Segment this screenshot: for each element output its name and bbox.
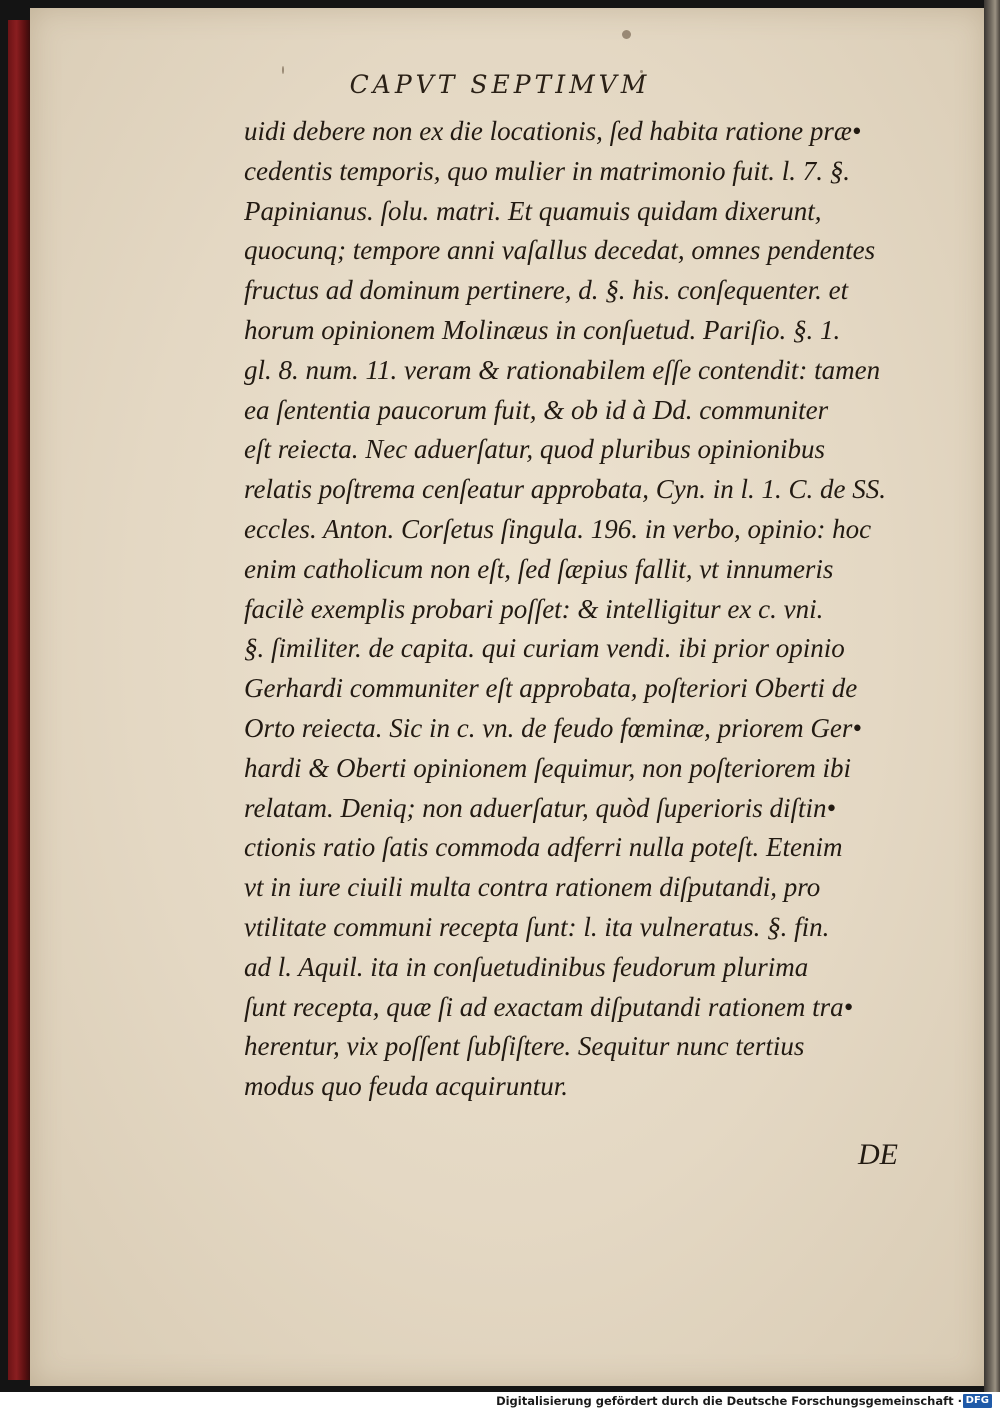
digitization-footer [0,1392,1000,1412]
text-line: hardi & Oberti opinionem ſequimur, non poſteriorem ibi [244,752,851,783]
book-binding-edge [8,20,32,1380]
text-line: vt in iure ciuili multa contra rationem diſputandi, pro [244,872,821,903]
text-line: ad l. Aquil. ita in conſuetudinibus feudorum plurima [244,951,809,982]
page-stack-edge [984,0,1000,1392]
text-line: vtilitate communi recepta ſunt: l. ita vulneratus. §. fin. [244,911,830,942]
text-line: eſt reiecta. Nec aduerſatur, quod pluribus opinionibus [244,434,825,465]
text-line: §. ſimiliter. de capita. qui curiam vendi. ibi prior opinio [244,633,845,664]
text-line: ea ſententia paucorum fuit, & ob id à Dd. communiter [244,394,829,425]
text-line: gl. 8. num. 11. veram & rationabilem eſſe contendit: tamen [244,354,881,385]
text-line: cedentis temporis, quo mulier in matrimonio fuit. l. 7. §. [244,155,850,186]
catchword: DE [858,1138,898,1171]
text-line: ſunt recepta, quæ ſi ad exactam diſputandi rationem tra• [244,991,854,1022]
body-text [244,112,924,1107]
text-line: facilè exemplis probari poſſet: & intelligitur ex c. vni. [244,593,824,624]
text-line: ctionis ratio ſatis commoda adferri nulla poteſt. Etenim [244,832,843,863]
text-line: enim catholicum non eſt, ſed ſæpius fallit, vt innumeris [244,553,834,584]
text-line: relatis poſtrema cenſeatur approbata, Cyn. in l. 1. C. de SS. [244,474,886,505]
paper-speck [622,30,631,39]
text-line: modus quo feuda acquiruntur. [244,1071,568,1102]
text-line: fructus ad dominum pertinere, d. §. his. conſequenter. et [244,275,849,306]
text-line: relatam. Deniq; non aduerſatur, quòd ſuperioris diſtin• [244,792,836,823]
text-line: Gerhardi communiter eſt approbata, poſteriori Oberti de [244,673,858,704]
text-line: Papinianus. ſolu. matri. Et quamuis quidam dixerunt, [244,195,822,226]
text-line: uidi debere non ex die locationis, ſed habita ratione præ• [244,116,862,146]
text-line: eccles. Anton. Corſetus ſingula. 196. in verbo, opinio: hoc [244,513,872,544]
text-line: horum opinionem Molinæus in conſuetud. Pariſio. §. 1. [244,314,841,345]
text-line: Orto reiecta. Sic in c. vn. de feudo fœminæ, priorem Ger• [244,712,862,743]
dfg-logo-icon: DFG [963,1394,992,1408]
funding-credit: Digitalisierung gefördert durch die Deutsche Forschungsgemeinschaft · [496,1394,962,1408]
running-head: CAPVT SEPTIMVM [349,70,651,99]
text-line: herentur, vix poſſent ſubſiſtere. Sequitur nunc tertius [244,1031,805,1062]
text-line: quocunq; tempore anni vaſallus decedat, omnes pendentes [244,235,876,266]
